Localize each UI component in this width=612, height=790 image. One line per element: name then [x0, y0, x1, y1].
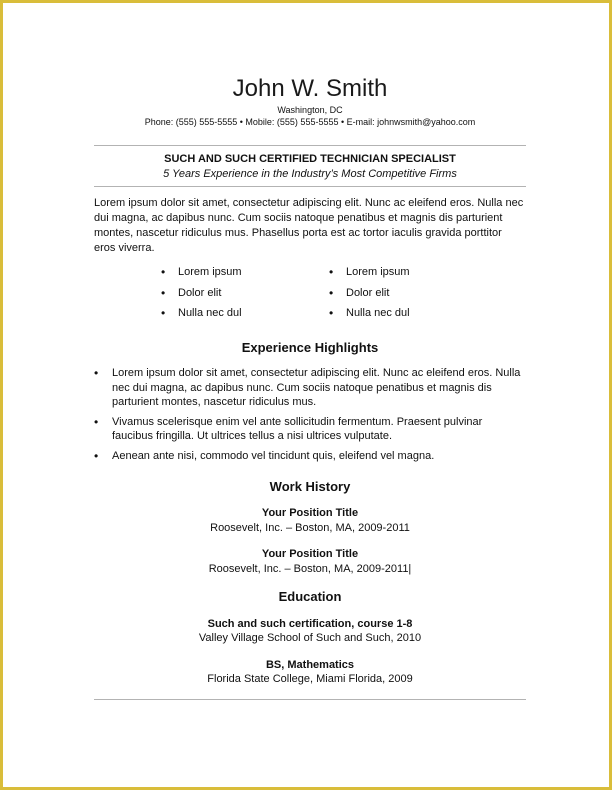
skill-item: • Dolor elit [161, 286, 242, 307]
divider-headline [94, 186, 526, 187]
skill-item: • Nulla nec dul [161, 306, 242, 327]
skills-list-right [329, 265, 410, 327]
experience-item: • Aenean ante nisi, commodo vel tincidunt quis, eleifend vel magna. [94, 449, 526, 464]
resume-page [94, 3, 526, 783]
skill-item: • Lorem ipsum [329, 265, 410, 286]
summary-paragraph: Lorem ipsum dolor sit amet, consectetur adipiscing elit. Nunc ac eleifend eros. Nulla nec dui magna, ac dapibus nunc. Cum sociis natoque penatibus et magnis dis parturient montes, nascetur ridiculus mus. Phasellus porta est ac tortor iaculis gravida porttitor eros viverra. [94, 197, 524, 254]
experience-heading: Experience Highlights [241, 340, 379, 355]
job-position: Your Position Title [261, 507, 359, 519]
experience-item: • Vivamus scelerisque enim vel ante sollicitudin fermentum. Praesent pulvinar faucibus fringilla. Ut ultrices tellus a nisi ultrices vulputate. [94, 415, 526, 444]
experience-list [94, 366, 526, 468]
experience-item: • Lorem ipsum dolor sit amet, consectetur adipiscing elit. Nunc ac eleifend eros. Nulla nec dui magna, ac dapibus nunc. Cum sociis natoque penatibus et magnis dis parturient montes, nascetur ridiculus mus. [94, 366, 526, 410]
skill-item: • Dolor elit [329, 286, 410, 307]
education-degree: BS, Mathematics [265, 659, 355, 671]
divider-top [94, 145, 526, 146]
headline-title: SUCH AND SUCH CERTIFIED TECHNICIAN SPECIALIST [164, 153, 456, 165]
job-position: Your Position Title [261, 548, 359, 560]
skill-item: • Lorem ipsum [161, 265, 242, 286]
education-heading: Education [278, 589, 342, 604]
resume-contact: Phone: (555) 555-5555 • Mobile: (555) 555-5555 • E-mail: johnwsmith@yahoo.com [144, 117, 476, 127]
job-company: Roosevelt, Inc. – Boston, MA, 2009-2011| [208, 563, 412, 575]
resume-location: Washington, DC [277, 105, 343, 115]
resume-name: John W. Smith [232, 75, 388, 102]
headline-subtitle: 5 Years Experience in the Industry’s Most Competitive Firms [163, 168, 457, 180]
education-degree: Such and such certification, course 1-8 [207, 618, 413, 630]
divider-bottom [94, 699, 526, 700]
skill-item: • Nulla nec dul [329, 306, 410, 327]
education-school: Valley Village School of Such and Such, 2010 [198, 632, 422, 644]
education-school: Florida State College, Miami Florida, 2009 [207, 673, 413, 685]
skills-list-left [161, 265, 242, 327]
work-history-heading: Work History [269, 479, 351, 494]
job-company: Roosevelt, Inc. – Boston, MA, 2009-2011 [210, 522, 410, 534]
